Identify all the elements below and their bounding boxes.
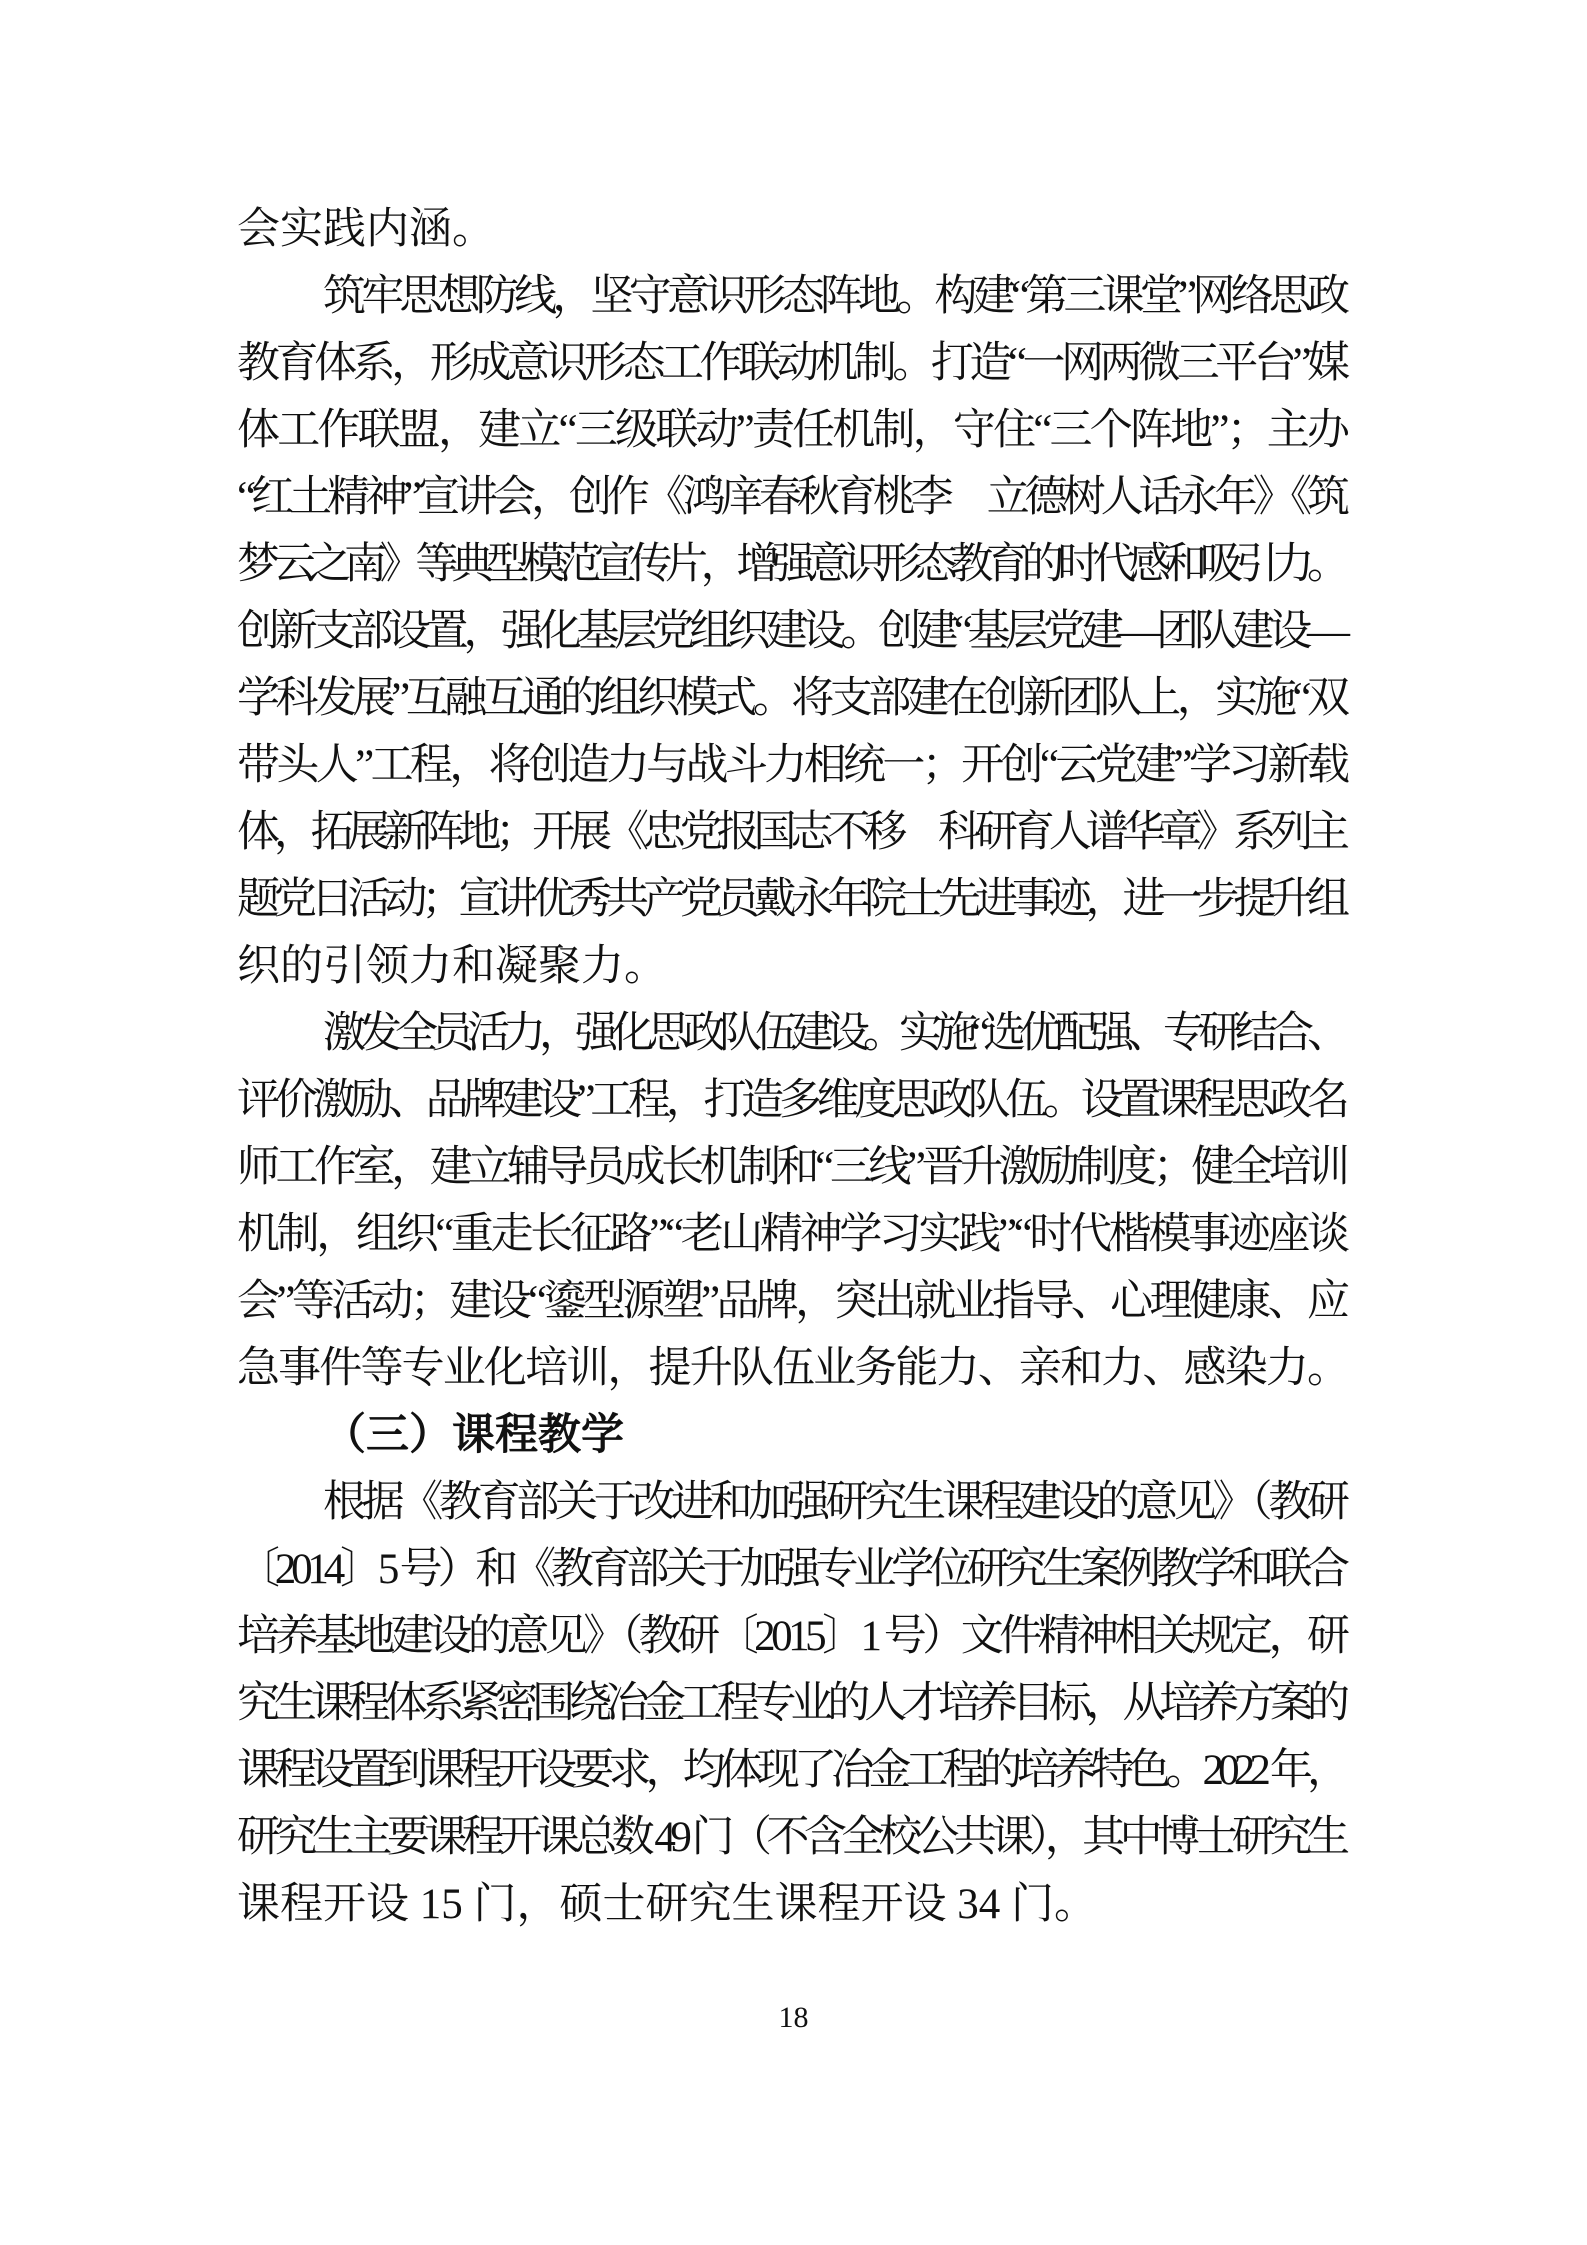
text-block (237, 196, 1350, 1938)
text-line (237, 263, 1350, 330)
text-line (237, 1804, 1350, 1871)
text-line-text: 机制，组织“重走长征路”“老山精神学习实践”“时代楷模事迹座谈 (237, 1211, 1347, 1258)
text-line-text: 会”等活动；建设“鎏型源塑”品牌，突出就业指导、心理健康、应 (237, 1278, 1347, 1325)
text-line-text: 研究生主要课程开课总数 49 门（不含全校公共课），其中博士研究生 (237, 1814, 1345, 1861)
text-line (237, 397, 1350, 464)
text-line-text: 织的引领力和凝聚力。 (237, 943, 667, 990)
text-line (237, 1871, 1350, 1938)
text-line (237, 933, 1350, 1000)
text-line-text: 培养基地建设的意见》（教研〔2015〕1 号）文件精神相关规定，研 (237, 1613, 1346, 1660)
text-line (237, 330, 1350, 397)
text-line (237, 1469, 1350, 1536)
text-line-text: 究生课程体系紧密围绕冶金工程专业的人才培养目标，从培养方案的 (237, 1680, 1344, 1727)
text-line (237, 1737, 1350, 1804)
text-line-text: 筑牢思想防线，坚守意识形态阵地。构建“第三课堂”网络思政 (323, 273, 1346, 320)
text-line-text: 评价激励、品牌建设”工程，打造多维度思政队伍。设置课程思政名 (237, 1077, 1345, 1124)
text-line (237, 598, 1350, 665)
text-line-text: 激发全员活力，强化思政队伍建设。实施“选优配强、专研结合、 (323, 1010, 1343, 1057)
text-line-text: 带头人”工程，将创造力与战斗力相统一；开创“云党建”学习新载 (237, 742, 1347, 789)
text-line (237, 732, 1350, 799)
text-line (237, 866, 1350, 933)
text-line-text: 梦云之南》等典型模范宣传片，增强意识形态教育的时代感和吸引力。 (237, 541, 1343, 588)
text-line (237, 799, 1350, 866)
text-line (237, 531, 1350, 598)
text-line-text: 课程开设 15 门，硕士研究生课程开设 34 门。 (237, 1881, 1097, 1928)
text-line (237, 196, 1350, 263)
text-line (237, 665, 1350, 732)
text-line (237, 464, 1350, 531)
text-line-text: 体工作联盟，建立“三级联动”责任机制，守住“三个阵地”；主办 (237, 407, 1348, 454)
text-line (237, 1268, 1350, 1335)
text-line (237, 1603, 1350, 1670)
text-line (237, 1000, 1350, 1067)
text-line-text: 学科发展”互融互通的组织模式。将支部建在创新团队上，实施“双 (237, 675, 1346, 722)
text-line-text: 体，拓展新阵地；开展《忠党报国志不移 科研育人谱华章》系列主 (237, 809, 1344, 856)
text-line-text: 课程设置到课程开设要求，均体现了冶金工程的培养特色。2022 年， (237, 1747, 1345, 1794)
text-line-text: 根据《教育部关于改进和加强研究生课程建设的意见》（教研 (323, 1479, 1346, 1526)
text-line-text: 题党日活动；宣讲优秀共产党员戴永年院士先进事迹，进一步提升组 (237, 876, 1344, 923)
text-line (237, 1201, 1350, 1268)
text-line-text: 会实践内涵。 (237, 206, 495, 253)
text-line (237, 1134, 1350, 1201)
text-line-text: 创新支部设置，强化基层党组织建设。创建“基层党建—团队建设— (237, 608, 1345, 655)
text-line-text: “红土精神”宣讲会，创作《鸿庠春秋育桃李 立德树人话永年》《筑 (237, 474, 1345, 521)
page-number: 18 (778, 2001, 809, 2034)
text-line (237, 1335, 1350, 1402)
text-line-text: 师工作室，建立辅导员成长机制和“三线”晋升激励制度；健全培训 (237, 1144, 1346, 1191)
text-line-text: 教育体系，形成意识形态工作联动机制。打造“一网两微三平台”媒 (237, 340, 1346, 387)
text-line (237, 1067, 1350, 1134)
text-line-text: 〔2014〕5 号）和《教育部关于加强专业学位研究生案例教学和联合 (237, 1546, 1345, 1593)
section-heading-text: （三）课程教学 (323, 1412, 624, 1459)
text-line-text: 急事件等专业化培训，提升队伍业务能力、亲和力、感染力。 (237, 1345, 1349, 1392)
text-line (237, 1670, 1350, 1737)
text-line (237, 1536, 1350, 1603)
section-heading (237, 1402, 1350, 1469)
